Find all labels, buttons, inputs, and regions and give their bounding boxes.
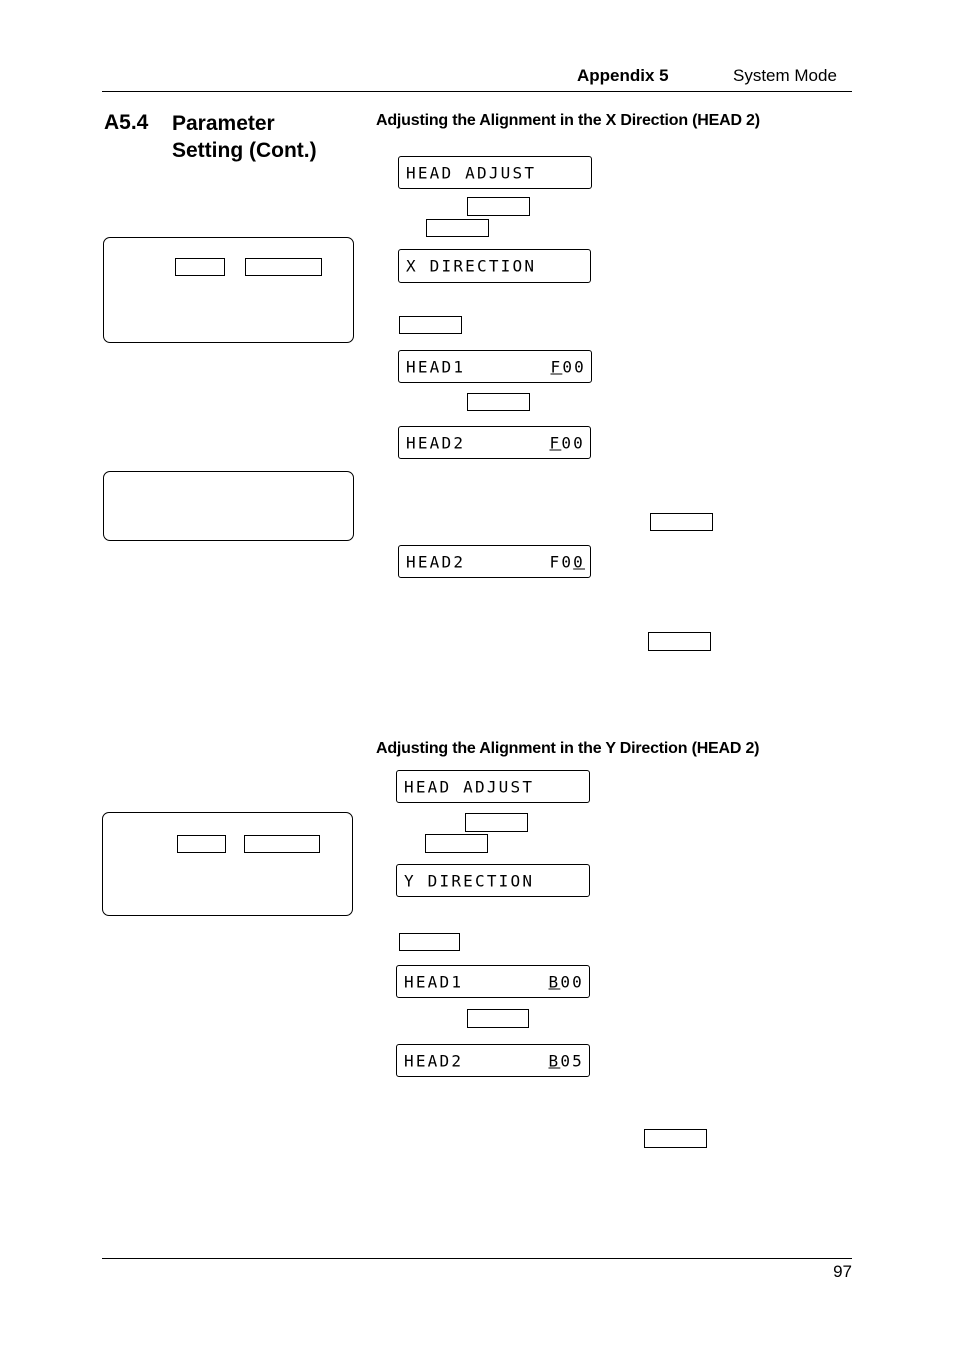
lcd-head1-x [398, 350, 592, 383]
key-box [648, 632, 711, 651]
lcd-cursor-char: F [549, 433, 562, 452]
lcd-head-adjust-x [398, 156, 592, 189]
key-box [467, 197, 530, 216]
lcd-value [549, 552, 585, 571]
lcd-text: HEAD ADJUST [404, 777, 535, 796]
lcd-text: X DIRECTION [406, 256, 537, 276]
page-number: 97 [833, 1262, 852, 1281]
lcd-value [550, 357, 586, 376]
key-box [177, 835, 226, 853]
lcd-cursor-char: B [548, 972, 561, 991]
section-number: A5.4 [104, 111, 149, 134]
section-title-line1: Parameter [172, 112, 275, 135]
lcd-head-label: HEAD2 [404, 1051, 464, 1070]
key-box [650, 513, 713, 531]
header-rule [102, 91, 852, 92]
lcd-value [548, 972, 584, 991]
lcd-head-label: HEAD2 [406, 433, 466, 452]
lcd-digits: 00 [561, 433, 585, 452]
y-direction-heading: Adjusting the Alignment in the Y Direction (HEAD 2) [376, 740, 760, 757]
lcd-cursor-char: 0 [573, 552, 585, 571]
key-box [467, 1009, 529, 1028]
x-direction-heading: Adjusting the Alignment in the X Direction (HEAD 2) [376, 112, 760, 129]
key-box [467, 393, 530, 411]
lcd-text: HEAD ADJUST [406, 163, 537, 182]
note-box-y-keys [102, 812, 353, 916]
lcd-head2-x-adjusted [398, 545, 591, 578]
lcd-head-label: HEAD1 [404, 972, 464, 991]
note-box-x-keys [103, 237, 354, 343]
section-title-line2: Setting (Cont.) [172, 139, 317, 162]
lcd-text: Y DIRECTION [404, 871, 535, 890]
key-box [426, 219, 489, 237]
key-box [425, 834, 488, 853]
lcd-digits: F0 [549, 552, 574, 571]
lcd-digits: 00 [562, 357, 586, 376]
lcd-head1-y [396, 965, 590, 998]
lcd-y-direction [396, 864, 590, 897]
lcd-cursor-char: F [550, 357, 563, 376]
lcd-head-adjust-y [396, 770, 590, 803]
key-box [244, 835, 320, 853]
header-section-name: System Mode [733, 66, 837, 85]
key-box [245, 258, 322, 276]
section-title [172, 110, 317, 164]
key-box [644, 1129, 707, 1148]
lcd-digits: 00 [560, 972, 584, 991]
lcd-x-direction [398, 249, 591, 283]
key-box [465, 813, 528, 832]
key-box [399, 933, 460, 951]
lcd-value [548, 1051, 584, 1070]
key-box [399, 316, 462, 334]
lcd-head2-x [398, 426, 591, 459]
lcd-digits: 05 [560, 1051, 584, 1070]
lcd-cursor-char: B [548, 1051, 561, 1070]
lcd-value [549, 433, 585, 452]
lcd-head-label: HEAD1 [406, 357, 466, 376]
footer-rule [102, 1258, 852, 1259]
appendix-label: Appendix 5 [577, 66, 669, 85]
lcd-head-label: HEAD2 [406, 552, 466, 571]
lcd-head2-y [396, 1044, 590, 1077]
key-box [175, 258, 225, 276]
note-box-empty [103, 471, 354, 541]
